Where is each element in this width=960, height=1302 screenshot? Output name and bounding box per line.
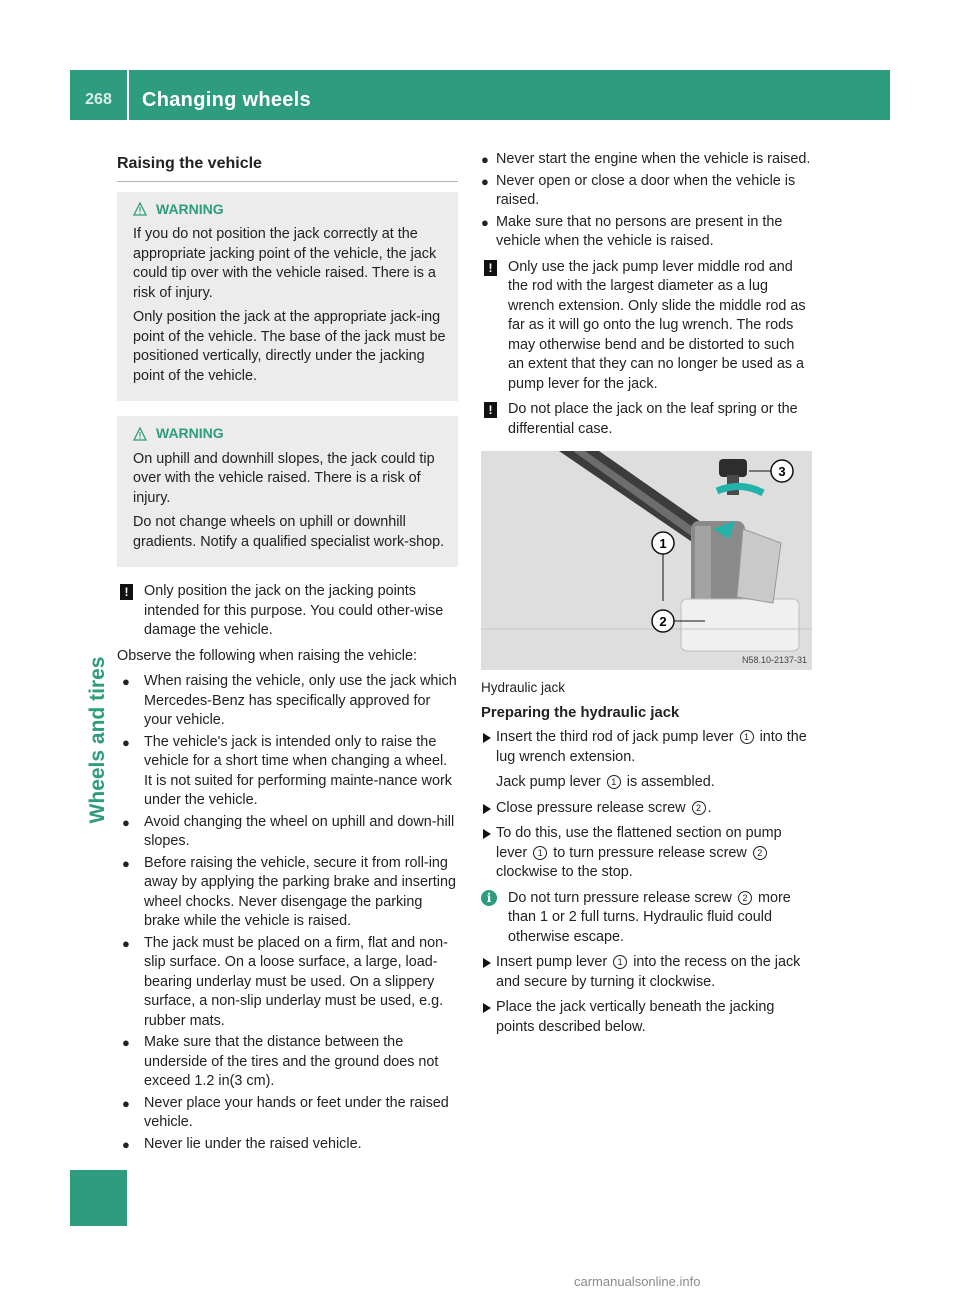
step-arrow-icon — [483, 958, 491, 968]
intro-text: Observe the following when raising the vehicle: — [117, 647, 417, 664]
warning-text: Do not change wheels on uphill or downhill gradients. Notify a qualified specialist work-shop. — [133, 514, 445, 550]
list-item: ● The vehicle's jack is intended only to raise the vehicle for a short time when changing a wheel. It is not suited for performing mainte-nance work under the vehicle. — [122, 733, 452, 808]
section-side-tab — [70, 1170, 127, 1226]
page-header — [70, 70, 890, 120]
callout-ref: 2 — [753, 846, 767, 860]
jack-base — [681, 599, 799, 651]
jack-head — [719, 459, 747, 477]
bullet-icon: ● — [122, 935, 130, 951]
precaution-list — [117, 672, 458, 1154]
step-arrow-icon — [483, 733, 491, 743]
warning-box — [117, 192, 458, 402]
exclamation-icon: ! — [120, 584, 133, 600]
caution-note: ! Do not place the jack on the leaf spring or the differential case. — [481, 400, 812, 439]
list-item: ● Never place your hands or feet under the raised vehicle. — [122, 1094, 449, 1130]
subheading: Preparing the hydraulic jack — [481, 704, 680, 721]
figure-caption: Hydraulic jack — [481, 680, 566, 695]
callout-ref: 2 — [692, 801, 706, 815]
list-item: ● The jack must be placed on a firm, flat and non-slip surface. On a loose surface, a large, load-bearing underlay must be used. On a slippery surface, a non-slip underlay must be used, e.g. rubber mats. — [122, 934, 448, 1029]
bullet-icon: ● — [122, 734, 130, 750]
warning-label: WARNING — [156, 200, 224, 217]
instruction-step: Place the jack vertically beneath the jacking points described below. — [481, 998, 812, 1037]
bullet-icon: ● — [122, 1095, 130, 1111]
callout-1-label: 1 — [659, 536, 667, 551]
warning-text: On uphill and downhill slopes, the jack could tip over with the vehicle raised. There is a risk of injury. — [133, 450, 435, 506]
instruction-step: Close pressure release screw 2 . — [481, 799, 812, 819]
bullet-icon: ● — [122, 1035, 130, 1050]
callout-ref: 1 — [533, 846, 547, 860]
warning-text: Only position the jack at the appropriate jack-ing point of the vehicle. The base of the jack must be positioned vertically, directly under the jacking point of the vehicle. — [133, 309, 446, 384]
info-note: i Do not turn pressure release screw 2 more than 1 or 2 full turns. Hydraulic fluid could otherwise escape. — [481, 889, 812, 948]
chapter-title: Changing wheels — [142, 89, 311, 111]
pump-socket — [737, 529, 781, 603]
info-icon: i — [481, 890, 497, 906]
bullet-icon: ● — [122, 814, 130, 830]
warning-text: If you do not position the jack correctly at the appropriate jacking point of the vehicle, the jack could tip over with the vehicle raised. There is a risk of injury. — [133, 226, 437, 301]
list-item: ● Avoid changing the wheel on uphill and down-hill slopes. — [122, 813, 455, 849]
instruction-step: To do this, use the flattened section on pump lever 1 to turn pressure release screw 2 clockwise to the stop. — [481, 824, 812, 883]
precaution-list-continued — [481, 150, 812, 252]
callout-ref: 1 — [613, 955, 627, 969]
caution-note: ! Only use the jack pump lever middle rod and the rod with the largest diameter as a lug wrench extension. Only slide the middle rod as far as it will go onto the lug wrench. The rods may otherwise bend and be distorted to such an extent that they can no longer be used as a pump lever for the jack. — [481, 258, 812, 395]
exclamation-icon: ! — [484, 260, 497, 276]
section-side-label: Wheels and tires — [86, 656, 109, 824]
list-item: ● Make sure that no persons are present in the vehicle when the vehicle is raised. — [481, 213, 783, 249]
list-item: ● Never open or close a door when the vehicle is raised. — [481, 172, 796, 208]
instruction-step: Insert the third rod of jack pump lever 1 into the lug wrench extension. — [481, 728, 812, 767]
list-item: ● Never start the engine when the vehicle is raised. — [481, 150, 812, 170]
step-result: Jack pump lever 1 is assembled. — [496, 774, 715, 790]
hydraulic-jack-illustration — [481, 451, 812, 670]
figure-code: N58.10-2137-31 — [741, 655, 807, 665]
bullet-icon: ● — [481, 152, 489, 167]
list-item: ● When raising the vehicle, only use the jack which Mercedes-Benz has specifically approved for your vehicle. — [122, 673, 457, 728]
watermark: carmanualsonline.info — [574, 1274, 701, 1289]
list-item: ● Never lie under the raised vehicle. — [117, 1135, 458, 1155]
section-heading: Raising the vehicle — [117, 150, 458, 182]
callout-2-label: 2 — [659, 614, 667, 629]
left-column — [117, 150, 458, 1156]
bullet-icon: ● — [122, 674, 130, 689]
warning-triangle-icon — [133, 202, 147, 216]
exclamation-icon: ! — [484, 402, 497, 418]
step-arrow-icon — [483, 804, 491, 814]
callout-ref: 2 — [738, 891, 752, 905]
warning-triangle-icon — [133, 427, 147, 441]
header-divider — [127, 70, 129, 120]
right-column — [481, 150, 812, 1043]
instruction-step: Insert pump lever 1 into the recess on the jack and secure by turning it clockwise. — [481, 953, 812, 992]
bullet-icon: ● — [122, 855, 130, 871]
bullet-icon: ● — [122, 1136, 130, 1152]
callout-ref: 1 — [740, 730, 754, 744]
caution-note: ! Only position the jack on the jacking points intended for this purpose. You could other-wise damage the vehicle. — [117, 582, 458, 641]
warning-label: WARNING — [156, 425, 224, 441]
step-arrow-icon — [483, 829, 491, 839]
callout-3-label: 3 — [778, 464, 786, 479]
hydraulic-jack-drawing — [481, 451, 812, 670]
warning-box — [117, 416, 458, 567]
callout-ref: 1 — [607, 775, 621, 789]
list-item: ● Make sure that the distance between the underside of the tires and the ground does not exceed 1.2 in(3 cm). — [122, 1034, 439, 1089]
page-number: 268 — [85, 91, 112, 108]
step-arrow-icon — [483, 1003, 491, 1013]
list-item: ● Before raising the vehicle, secure it from roll-ing away by applying the parking brake and inserting wheel chocks. Never disengage the parking brake while the vehicle is raised. — [122, 854, 456, 929]
bullet-icon: ● — [481, 214, 489, 230]
bullet-icon: ● — [481, 173, 489, 189]
